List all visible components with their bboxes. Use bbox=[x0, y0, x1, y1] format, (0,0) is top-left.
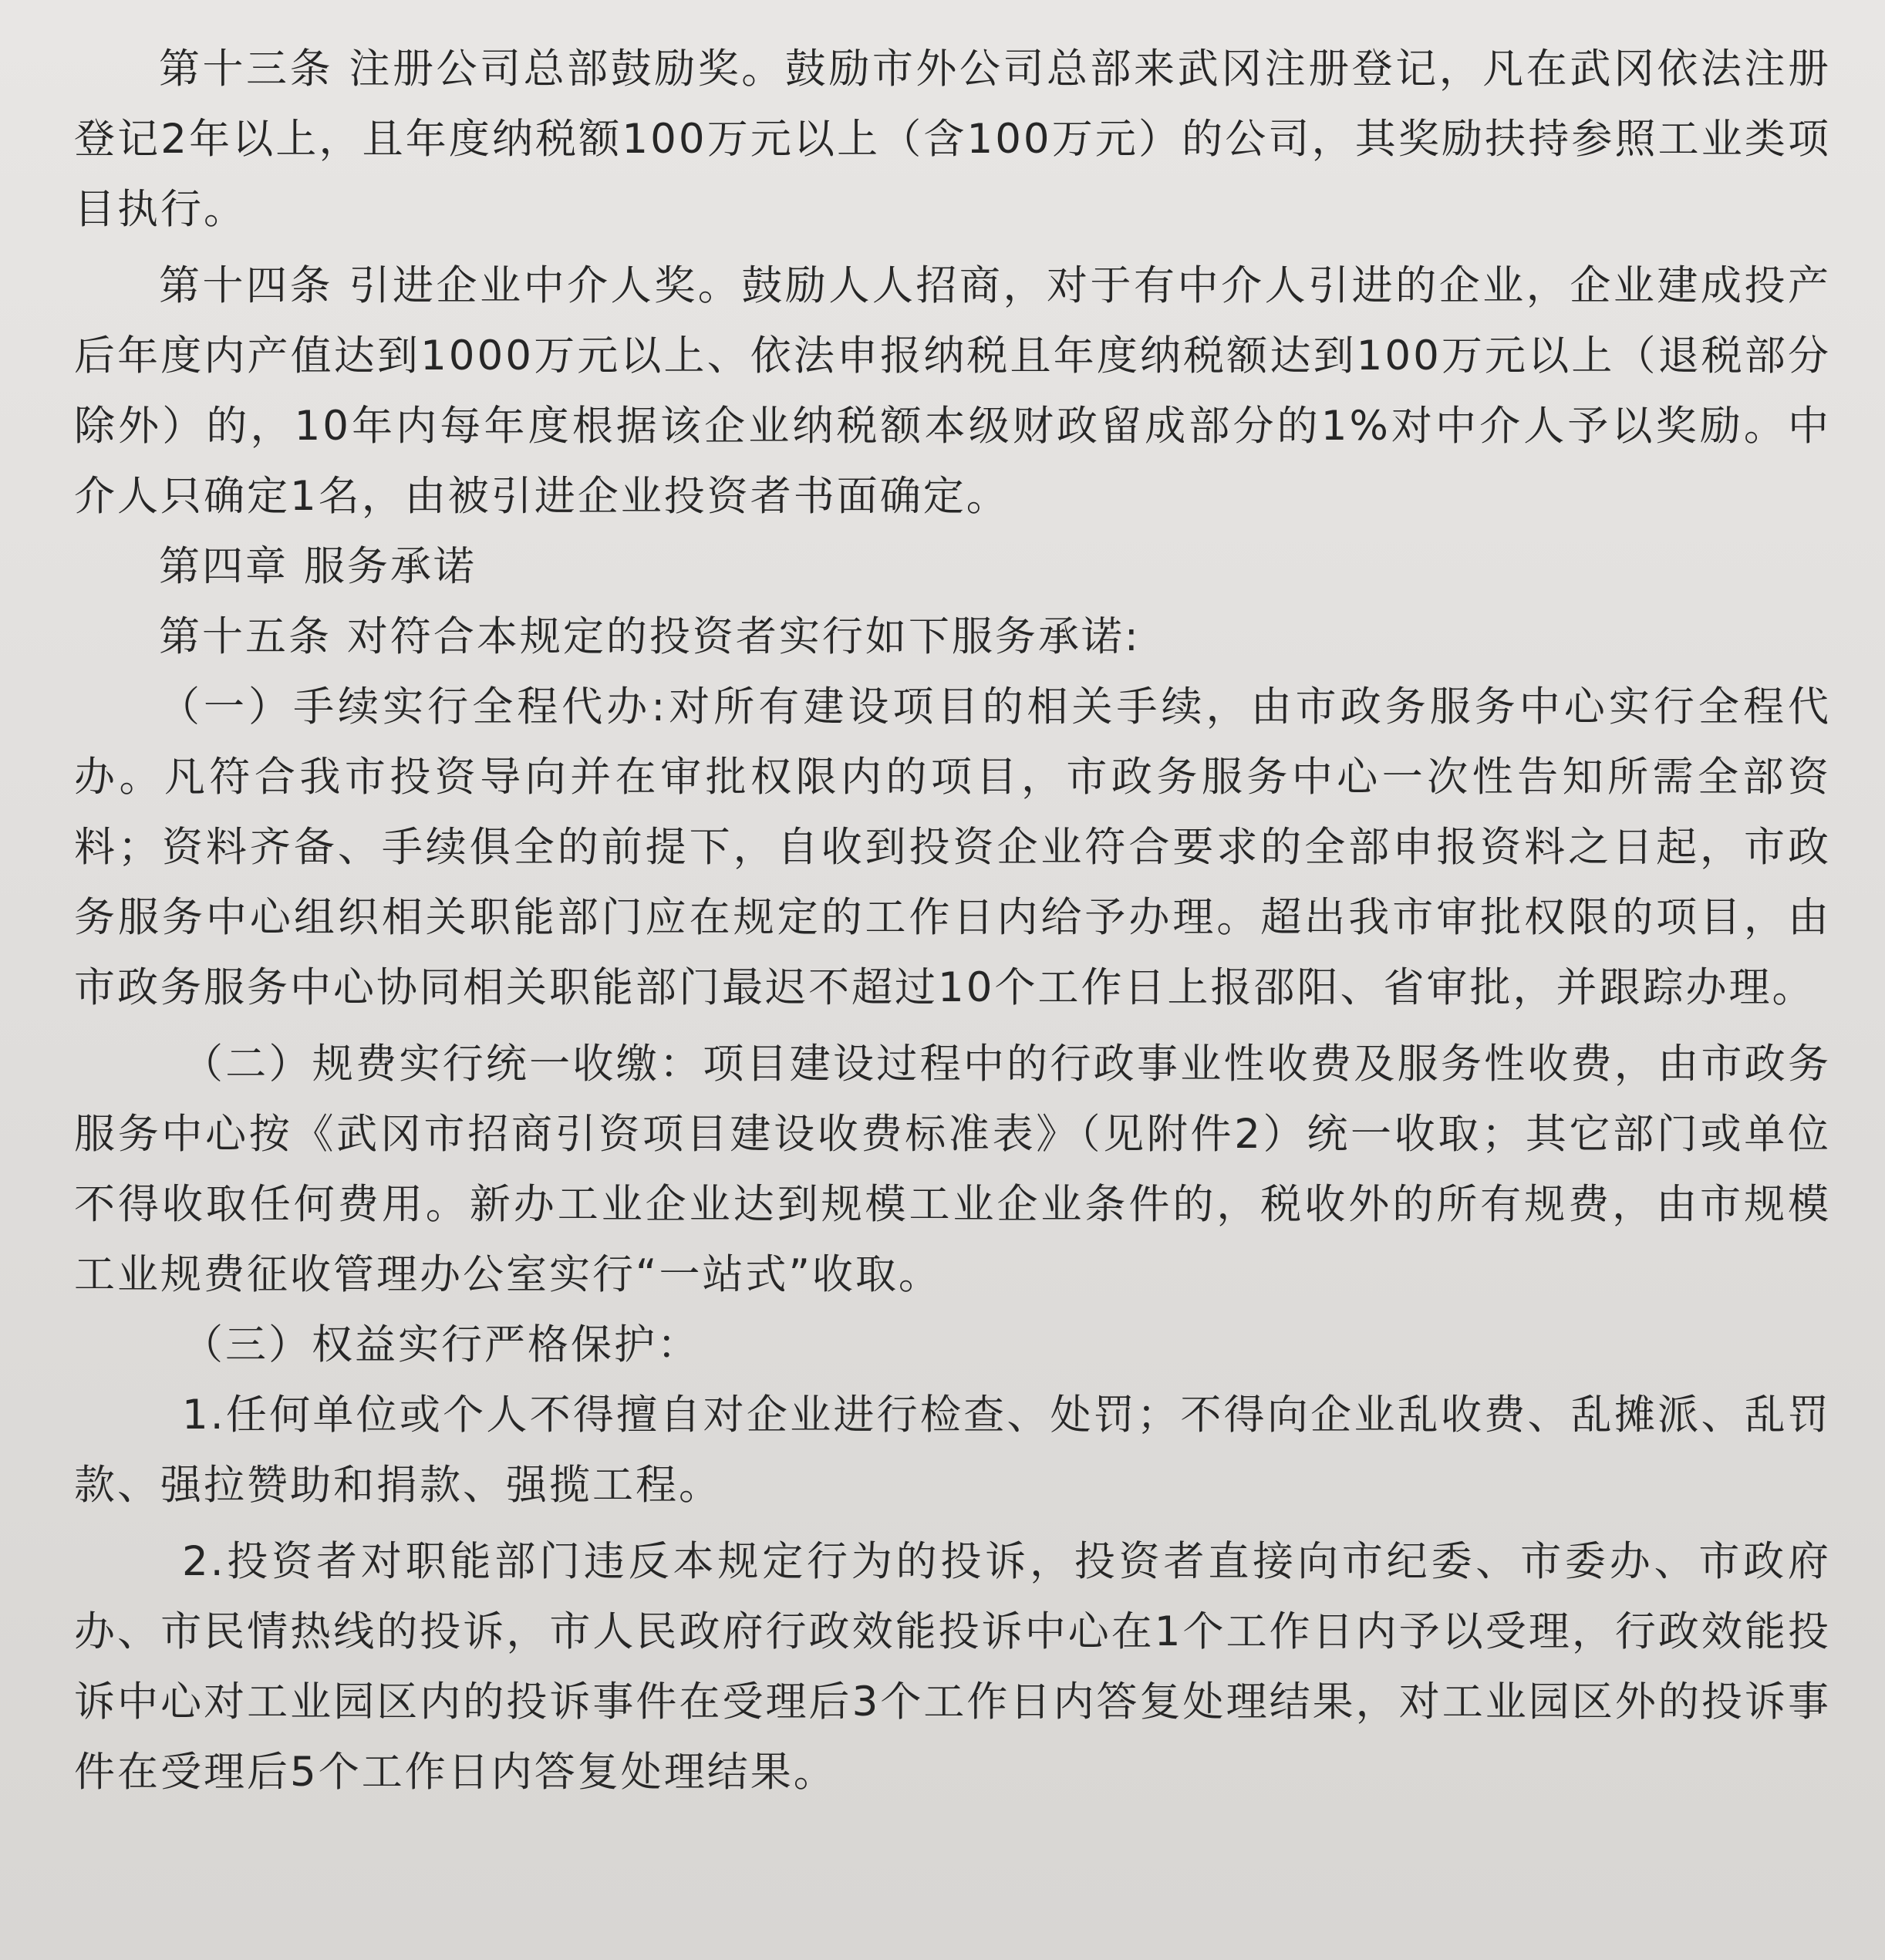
item-3-1: 1.任何单位或个人不得擅自对企业进行检查、处罚；不得向企业乱收费、乱摊派、乱罚款、强拉赞助和捐款、强揽工程。 bbox=[74, 1392, 1831, 1509]
article-13: 第十三条 注册公司总部鼓励奖。鼓励市外公司总部来武冈注册登记，凡在武冈依法注册登记2年以上，且年度纳税额100万元以上（含100万元）的公司，其奖励扶持参照工业类项目执行。 bbox=[74, 46, 1831, 233]
item-2: （二）规费实行统一收缴：项目建设过程中的行政事业性收费及服务性收费，由市政务服务中心按《武冈市招商引资项目建设收费标准表》（见附件2）统一收取；其它部门或单位不得收取任何费用。新办工业企业达到规模工业企业条件的，税收外的所有规费，由市规模工业规费征收管理办公室实行“一站式”收取。 bbox=[74, 1041, 1831, 1298]
article-15: 第十五条 对符合本规定的投资者实行如下服务承诺: bbox=[159, 613, 1141, 660]
item-3: （三）权益实行严格保护： bbox=[182, 1321, 700, 1368]
article-14: 第十四条 引进企业中介人奖。鼓励人人招商，对于有中介人引进的企业，企业建成投产后年度内产值达到1000万元以上、依法申报纳税且年度纳税额达到100万元以上（退税部分除外）的，10年内每年度根据该企业纳税额本级财政留成部分的1%对中介人予以奖励。中介人只确定1名，由被引进企业投资者书面确定。 bbox=[74, 262, 1831, 520]
item-3-2: 2.投资者对职能部门违反本规定行为的投诉，投资者直接向市纪委、市委办、市政府办、市民情热线的投诉，市人民政府行政效能投诉中心在1个工作日内予以受理，行政效能投诉中心对工业园区内的投诉事件在受理后3个工作日内答复处理结果，对工业园区外的投诉事件在受理后5个工作日内答复处理结果。 bbox=[74, 1538, 1831, 1796]
chapter-4-heading: 第四章 服务承诺 bbox=[159, 543, 477, 590]
item-1: （一）手续实行全程代办:对所有建设项目的相关手续，由市政务服务中心实行全程代办。凡符合我市投资导向并在审批权限内的项目，市政务服务中心一次性告知所需全部资料；资料齐备、手续俱全的前提下，自收到投资企业符合要求的全部申报资料之日起，市政务服务中心组织相关职能部门应在规定的工作日内给予办理。超出我市审批权限的项目，由市政务服务中心协同相关职能部门最迟不超过10个工作日上报邵阳、省审批，并跟踪办理。 bbox=[74, 683, 1831, 1011]
